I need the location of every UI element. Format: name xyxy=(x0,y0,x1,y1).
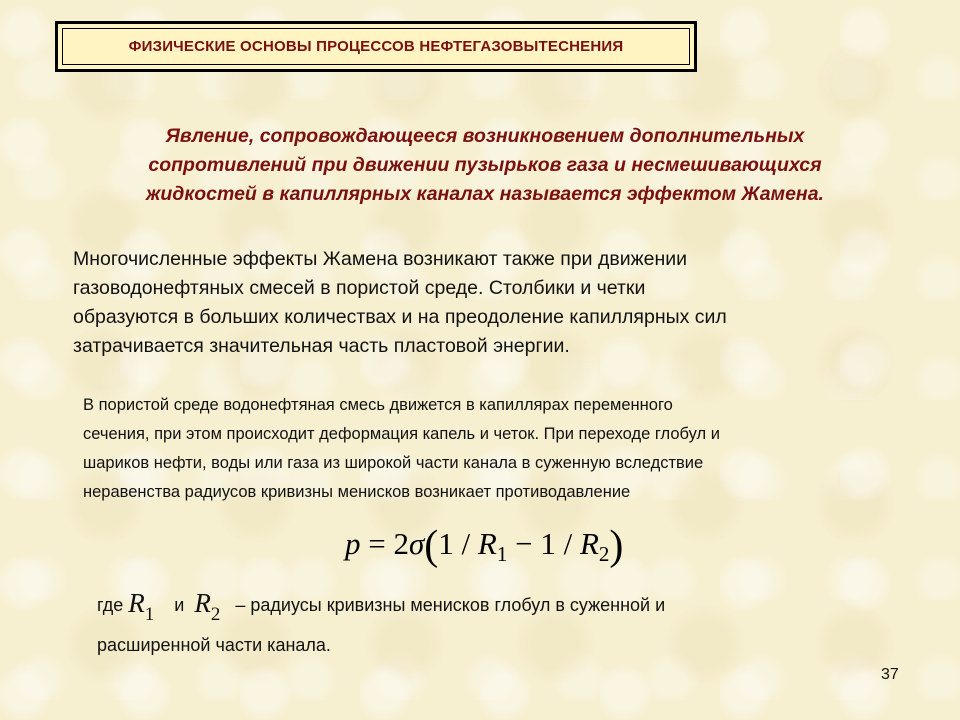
paragraph-1-line-3: образуются в больших количествах и на преодоление капиллярных сил xyxy=(73,306,727,328)
paragraph-1 xyxy=(73,245,893,361)
slide-title: ФИЗИЧЕСКИЕ ОСНОВЫ ПРОЦЕССОВ НЕФТЕГАЗОВЫТЕСНЕНИЯ xyxy=(128,38,624,55)
page-number: 37 xyxy=(881,666,899,683)
paragraph-2-line-2: сечения, при этом происходит деформация капель и четок. При переходе глобул и xyxy=(83,425,720,443)
formula-R2: R xyxy=(579,526,599,561)
paragraph-1-line-1: Многочисленные эффекты Жамена возникают также при движении xyxy=(73,248,688,270)
paragraph-2-line-4: неравенства радиусов кривизны менисков возникает противодавление xyxy=(83,483,631,501)
paragraph-2 xyxy=(83,391,923,507)
R2-letter: R xyxy=(194,588,211,618)
pressure-formula xyxy=(345,522,623,570)
formula-sub1: 1 xyxy=(496,542,508,566)
slide-title-box xyxy=(55,21,697,72)
formula-close-paren: ) xyxy=(609,523,624,569)
formula-minus: − 1 / xyxy=(507,526,580,561)
formula-sigma: σ xyxy=(408,526,425,561)
formula-p: p xyxy=(345,526,361,561)
formula-eq: = 2 xyxy=(360,526,409,561)
R1-symbol xyxy=(128,588,155,625)
where-line-1 xyxy=(97,588,897,630)
paragraph-1-line-2: газоводонефтяных смесей в пористой среде. Столбики и четки xyxy=(73,277,646,299)
formula-sub2: 2 xyxy=(598,542,610,566)
paragraph-2-line-1: В пористой среде водонефтяная смесь движется в капиллярах переменного xyxy=(83,396,673,414)
where-text-line-1: – радиусы кривизны менисков глобул в суженной и xyxy=(230,595,666,615)
definition-line-2: сопротивлений при движении пузырьков газа и несмешивающихся xyxy=(148,154,822,176)
formula-one-a: 1 / xyxy=(438,526,478,561)
R1-subscript: 1 xyxy=(144,604,155,625)
definition-line-1: Явление, сопровождающееся возникновением дополнительных xyxy=(165,125,805,147)
paragraph-2-line-3: шариков нефти, воды или газа из широкой части канала в суженную вследствие xyxy=(83,454,704,472)
formula-R1: R xyxy=(477,526,497,561)
where-and: и xyxy=(174,595,185,615)
where-prefix: где xyxy=(97,595,129,615)
definition-line-3: жидкостей в капиллярных каналах называется эффектом Жамена. xyxy=(146,183,824,205)
R2-symbol xyxy=(194,588,221,625)
where-explanation xyxy=(97,588,897,660)
paragraph-1-line-4: затрачивается значительная часть пластовой энергии. xyxy=(73,335,570,357)
R2-subscript: 2 xyxy=(210,604,221,625)
R1-letter: R xyxy=(128,588,145,618)
formula-open-paren: ( xyxy=(424,523,439,569)
where-text-line-2: расширенной части канала. xyxy=(97,635,331,655)
definition-text xyxy=(40,122,930,209)
